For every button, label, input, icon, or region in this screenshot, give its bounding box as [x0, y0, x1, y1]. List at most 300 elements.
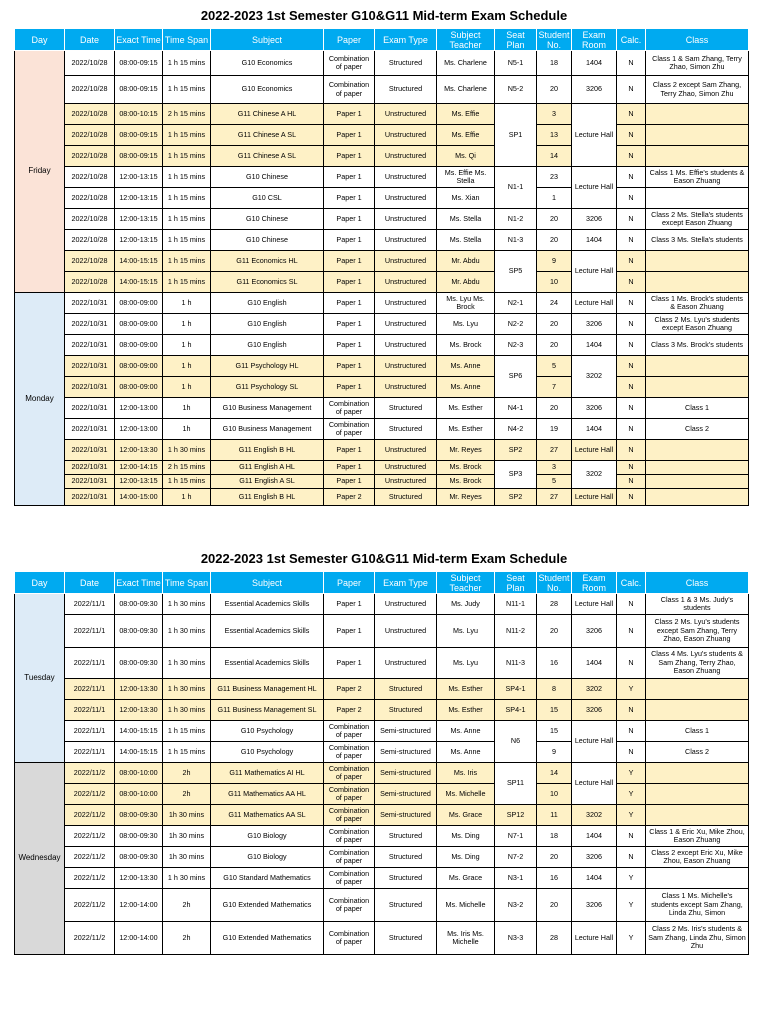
class-cell: [646, 868, 749, 889]
date-cell: 2022/10/28: [65, 230, 115, 251]
date-cell: 2022/11/2: [65, 784, 115, 805]
exam-room-cell: 1404: [572, 648, 617, 679]
span-cell: 1 h 30 mins: [163, 440, 211, 461]
table-row: [15, 293, 749, 314]
span-cell: 1 h: [163, 314, 211, 335]
date-cell: 2022/10/31: [65, 419, 115, 440]
type-cell: Structured: [375, 398, 437, 419]
subject-cell: G11 Mathematics AI HL: [211, 763, 324, 784]
schedule-table-1: [14, 28, 749, 506]
exam-room-cell: 3202: [572, 461, 617, 489]
seat-plan-cell: SP2: [495, 440, 537, 461]
table-row: [15, 489, 749, 506]
time-cell: 12:00-13:30: [115, 679, 163, 700]
student-no-cell: 15: [537, 700, 572, 721]
table-row: [15, 209, 749, 230]
subject-cell: G11 Chinese A SL: [211, 146, 324, 167]
student-no-cell: 14: [537, 763, 572, 784]
seat-plan-cell: N3-3: [495, 922, 537, 955]
class-cell: Class 2 except Sam Zhang, Terry Zhao, Simon Zhu: [646, 76, 749, 104]
table-row: [15, 146, 749, 167]
span-cell: 1 h 30 mins: [163, 594, 211, 615]
date-cell: 2022/10/31: [65, 461, 115, 475]
student-no-cell: 24: [537, 293, 572, 314]
teacher-cell: Ms. Lyu: [437, 615, 495, 648]
span-cell: 1 h 15 mins: [163, 742, 211, 763]
paper-cell: Paper 1: [324, 335, 375, 356]
seat-plan-cell: N2-1: [495, 293, 537, 314]
subject-cell: G10 Chinese: [211, 167, 324, 188]
class-cell: [646, 784, 749, 805]
class-cell: [646, 700, 749, 721]
subject-cell: G10 Psychology: [211, 742, 324, 763]
column-header: Paper: [324, 572, 375, 594]
seat-plan-cell: N1-1: [495, 167, 537, 209]
type-cell: Structured: [375, 847, 437, 868]
date-cell: 2022/11/2: [65, 868, 115, 889]
teacher-cell: Ms. Lyu Ms. Brock: [437, 293, 495, 314]
day-cell: Friday: [15, 51, 65, 293]
span-cell: 1 h 15 mins: [163, 721, 211, 742]
type-cell: Structured: [375, 419, 437, 440]
exam-room-cell: Lecture Hall: [572, 440, 617, 461]
type-cell: Structured: [375, 868, 437, 889]
calc-cell: N: [617, 419, 646, 440]
span-cell: 2 h 15 mins: [163, 104, 211, 125]
teacher-cell: Ms. Anne: [437, 721, 495, 742]
column-header: Seat Plan: [495, 29, 537, 51]
date-cell: 2022/10/28: [65, 209, 115, 230]
date-cell: 2022/10/28: [65, 51, 115, 76]
date-cell: 2022/10/31: [65, 314, 115, 335]
time-cell: 08:00-09:15: [115, 125, 163, 146]
date-cell: 2022/11/1: [65, 648, 115, 679]
teacher-cell: Ms. Brock: [437, 461, 495, 475]
paper-cell: Paper 1: [324, 125, 375, 146]
student-no-cell: 19: [537, 419, 572, 440]
exam-room-cell: 1404: [572, 826, 617, 847]
date-cell: 2022/11/2: [65, 847, 115, 868]
student-no-cell: 27: [537, 489, 572, 506]
schedule-title-1: 2022-2023 1st Semester G10&G11 Mid-term Exam Schedule: [200, 8, 568, 23]
paper-cell: Combination of paper: [324, 763, 375, 784]
date-cell: 2022/10/31: [65, 489, 115, 506]
seat-plan-cell: N11-1: [495, 594, 537, 615]
date-cell: 2022/10/28: [65, 146, 115, 167]
teacher-cell: Ms. Esther: [437, 700, 495, 721]
table-row: [15, 272, 749, 293]
paper-cell: Paper 1: [324, 251, 375, 272]
class-cell: [646, 440, 749, 461]
table-row: [15, 419, 749, 440]
time-cell: 08:00-09:15: [115, 146, 163, 167]
subject-cell: G10 Economics: [211, 76, 324, 104]
span-cell: 1 h 15 mins: [163, 209, 211, 230]
date-cell: 2022/11/2: [65, 889, 115, 922]
type-cell: Structured: [375, 889, 437, 922]
type-cell: Unstructured: [375, 209, 437, 230]
exam-room-cell: 3206: [572, 700, 617, 721]
span-cell: 1 h 15 mins: [163, 167, 211, 188]
subject-cell: G10 Economics: [211, 51, 324, 76]
table-row: [15, 868, 749, 889]
paper-cell: Paper 1: [324, 209, 375, 230]
exam-room-cell: Lecture Hall: [572, 489, 617, 506]
class-cell: [646, 489, 749, 506]
paper-cell: Paper 1: [324, 167, 375, 188]
type-cell: Unstructured: [375, 104, 437, 125]
date-cell: 2022/11/1: [65, 721, 115, 742]
subject-cell: G10 Business Management: [211, 419, 324, 440]
seat-plan-cell: N11-3: [495, 648, 537, 679]
subject-cell: G11 Economics SL: [211, 272, 324, 293]
day-cell: Tuesday: [15, 594, 65, 763]
exam-room-cell: 1404: [572, 335, 617, 356]
seat-plan-cell: N1-2: [495, 209, 537, 230]
span-cell: 1 h 30 mins: [163, 648, 211, 679]
exam-room-cell: Lecture Hall: [572, 104, 617, 167]
type-cell: Structured: [375, 76, 437, 104]
time-cell: 12:00-13:15: [115, 188, 163, 209]
subject-cell: G10 Extended Mathematics: [211, 889, 324, 922]
student-no-cell: 18: [537, 51, 572, 76]
class-cell: Class 1 & Sam Zhang, Terry Zhao, Simon Zhu: [646, 51, 749, 76]
exam-room-cell: Lecture Hall: [572, 251, 617, 293]
student-no-cell: 3: [537, 461, 572, 475]
calc-cell: N: [617, 377, 646, 398]
column-header: Exam Room: [572, 29, 617, 51]
student-no-cell: 18: [537, 826, 572, 847]
paper-cell: Paper 1: [324, 188, 375, 209]
time-cell: 12:00-13:15: [115, 230, 163, 251]
exam-room-cell: 3202: [572, 356, 617, 398]
paper-cell: Paper 1: [324, 615, 375, 648]
time-cell: 14:00-15:15: [115, 272, 163, 293]
student-no-cell: 20: [537, 847, 572, 868]
seat-plan-cell: N3-1: [495, 868, 537, 889]
class-cell: [646, 377, 749, 398]
teacher-cell: Ms. Xian: [437, 188, 495, 209]
class-cell: Class 2: [646, 742, 749, 763]
student-no-cell: 8: [537, 679, 572, 700]
paper-cell: Paper 1: [324, 293, 375, 314]
type-cell: Structured: [375, 826, 437, 847]
table-row: [15, 805, 749, 826]
column-header: Paper: [324, 29, 375, 51]
class-cell: Class 2 Ms. Lyu's students except Sam Zhang, Terry Zhao, Eason Zhuang: [646, 615, 749, 648]
subject-cell: G10 Chinese: [211, 230, 324, 251]
type-cell: Structured: [375, 700, 437, 721]
teacher-cell: Ms. Anne: [437, 742, 495, 763]
type-cell: Unstructured: [375, 167, 437, 188]
date-cell: 2022/10/31: [65, 335, 115, 356]
paper-cell: Paper 1: [324, 648, 375, 679]
type-cell: Semi-structured: [375, 805, 437, 826]
exam-room-cell: 1404: [572, 419, 617, 440]
column-header: Time Span: [163, 572, 211, 594]
class-cell: [646, 763, 749, 784]
column-header: Subject Teacher: [437, 29, 495, 51]
student-no-cell: 9: [537, 742, 572, 763]
date-cell: 2022/10/31: [65, 398, 115, 419]
student-no-cell: 5: [537, 475, 572, 489]
subject-cell: G11 Chinese A HL: [211, 104, 324, 125]
student-no-cell: 10: [537, 272, 572, 293]
class-cell: [646, 146, 749, 167]
seat-plan-cell: N4-1: [495, 398, 537, 419]
span-cell: 1 h 15 mins: [163, 230, 211, 251]
time-cell: 08:00-09:15: [115, 51, 163, 76]
paper-cell: Combination of paper: [324, 847, 375, 868]
time-cell: 08:00-09:15: [115, 76, 163, 104]
table-row: [15, 398, 749, 419]
paper-cell: Paper 1: [324, 104, 375, 125]
exam-room-cell: Lecture Hall: [572, 293, 617, 314]
student-no-cell: 1: [537, 188, 572, 209]
table-row: [15, 356, 749, 377]
calc-cell: N: [617, 272, 646, 293]
seat-plan-cell: N2-3: [495, 335, 537, 356]
student-no-cell: 20: [537, 230, 572, 251]
calc-cell: N: [617, 104, 646, 125]
type-cell: Unstructured: [375, 440, 437, 461]
student-no-cell: 16: [537, 868, 572, 889]
column-header: Exact Time: [115, 572, 163, 594]
paper-cell: Combination of paper: [324, 419, 375, 440]
time-cell: 08:00-10:00: [115, 784, 163, 805]
exam-room-cell: 1404: [572, 230, 617, 251]
column-header: Subject Teacher: [437, 572, 495, 594]
time-cell: 14:00-15:15: [115, 742, 163, 763]
student-no-cell: 10: [537, 784, 572, 805]
subject-cell: G11 English A HL: [211, 461, 324, 475]
student-no-cell: 28: [537, 922, 572, 955]
time-cell: 12:00-13:15: [115, 167, 163, 188]
subject-cell: Essential Academics Skills: [211, 594, 324, 615]
calc-cell: N: [617, 356, 646, 377]
student-no-cell: 13: [537, 125, 572, 146]
time-cell: 08:00-10:00: [115, 763, 163, 784]
span-cell: 2 h 15 mins: [163, 461, 211, 475]
paper-cell: Combination of paper: [324, 922, 375, 955]
type-cell: Semi-structured: [375, 721, 437, 742]
seat-plan-cell: N6: [495, 721, 537, 763]
teacher-cell: Ms. Lyu: [437, 314, 495, 335]
student-no-cell: 16: [537, 648, 572, 679]
type-cell: Unstructured: [375, 356, 437, 377]
time-cell: 08:00-09:00: [115, 377, 163, 398]
time-cell: 12:00-14:00: [115, 889, 163, 922]
class-cell: [646, 272, 749, 293]
date-cell: 2022/10/28: [65, 125, 115, 146]
calc-cell: N: [617, 230, 646, 251]
student-no-cell: 20: [537, 335, 572, 356]
student-no-cell: 5: [537, 356, 572, 377]
span-cell: 2h: [163, 889, 211, 922]
span-cell: 1 h 15 mins: [163, 475, 211, 489]
exam-room-cell: 3206: [572, 76, 617, 104]
student-no-cell: 9: [537, 251, 572, 272]
seat-plan-cell: SP11: [495, 763, 537, 805]
teacher-cell: Ms. Michelle: [437, 889, 495, 922]
calc-cell: N: [617, 461, 646, 475]
paper-cell: Combination of paper: [324, 889, 375, 922]
schedule-title-2: 2022-2023 1st Semester G10&G11 Mid-term Exam Schedule: [200, 551, 568, 566]
teacher-cell: Ms. Ding: [437, 826, 495, 847]
table-row: [15, 104, 749, 125]
paper-cell: Combination of paper: [324, 826, 375, 847]
paper-cell: Paper 1: [324, 230, 375, 251]
teacher-cell: Ms. Charlene: [437, 76, 495, 104]
paper-cell: Paper 2: [324, 700, 375, 721]
class-cell: [646, 475, 749, 489]
paper-cell: Combination of paper: [324, 398, 375, 419]
exam-room-cell: Lecture Hall: [572, 594, 617, 615]
seat-plan-cell: N1-3: [495, 230, 537, 251]
seat-plan-cell: N7-2: [495, 847, 537, 868]
time-cell: 08:00-09:30: [115, 648, 163, 679]
calc-cell: N: [617, 125, 646, 146]
column-header: Day: [15, 572, 65, 594]
time-cell: 08:00-09:30: [115, 615, 163, 648]
table-row: [15, 76, 749, 104]
calc-cell: Y: [617, 679, 646, 700]
paper-cell: Paper 2: [324, 489, 375, 506]
paper-cell: Paper 2: [324, 679, 375, 700]
time-cell: 12:00-14:00: [115, 922, 163, 955]
calc-cell: Y: [617, 784, 646, 805]
student-no-cell: 20: [537, 615, 572, 648]
time-cell: 08:00-09:00: [115, 293, 163, 314]
teacher-cell: Ms. Esther: [437, 398, 495, 419]
calc-cell: N: [617, 188, 646, 209]
time-cell: 14:00-15:15: [115, 251, 163, 272]
type-cell: Structured: [375, 922, 437, 955]
table-row: [15, 763, 749, 784]
calc-cell: N: [617, 335, 646, 356]
span-cell: 1 h: [163, 356, 211, 377]
table-row: [15, 125, 749, 146]
paper-cell: Paper 1: [324, 440, 375, 461]
student-no-cell: 20: [537, 76, 572, 104]
date-cell: 2022/11/2: [65, 805, 115, 826]
paper-cell: Combination of paper: [324, 742, 375, 763]
student-no-cell: 15: [537, 721, 572, 742]
span-cell: 1 h: [163, 489, 211, 506]
span-cell: 1h: [163, 398, 211, 419]
teacher-cell: Ms. Lyu: [437, 648, 495, 679]
calc-cell: N: [617, 51, 646, 76]
calc-cell: N: [617, 742, 646, 763]
table-row: [15, 847, 749, 868]
calc-cell: N: [617, 167, 646, 188]
teacher-cell: Ms. Ding: [437, 847, 495, 868]
seat-plan-cell: N7-1: [495, 826, 537, 847]
teacher-cell: Ms. Effie: [437, 125, 495, 146]
subject-cell: G11 Psychology SL: [211, 377, 324, 398]
type-cell: Structured: [375, 51, 437, 76]
calc-cell: N: [617, 146, 646, 167]
exam-room-cell: 1404: [572, 868, 617, 889]
column-header: Subject: [211, 572, 324, 594]
teacher-cell: Ms. Iris: [437, 763, 495, 784]
date-cell: 2022/11/1: [65, 679, 115, 700]
teacher-cell: Ms. Effie: [437, 104, 495, 125]
time-cell: 12:00-13:30: [115, 868, 163, 889]
table-row: [15, 230, 749, 251]
calc-cell: Y: [617, 889, 646, 922]
header-row: [15, 572, 749, 594]
student-no-cell: 20: [537, 209, 572, 230]
class-cell: [646, 461, 749, 475]
subject-cell: G10 Biology: [211, 847, 324, 868]
teacher-cell: Mr. Abdu: [437, 272, 495, 293]
subject-cell: G10 Business Management: [211, 398, 324, 419]
teacher-cell: Ms. Grace: [437, 868, 495, 889]
teacher-cell: Ms. Brock: [437, 475, 495, 489]
seat-plan-cell: SP5: [495, 251, 537, 293]
student-no-cell: 27: [537, 440, 572, 461]
class-cell: [646, 679, 749, 700]
teacher-cell: Ms. Judy: [437, 594, 495, 615]
exam-room-cell: 3206: [572, 398, 617, 419]
date-cell: 2022/11/1: [65, 615, 115, 648]
class-cell: [646, 104, 749, 125]
subject-cell: G10 English: [211, 293, 324, 314]
table-row: [15, 335, 749, 356]
student-no-cell: 28: [537, 594, 572, 615]
seat-plan-cell: SP12: [495, 805, 537, 826]
student-no-cell: 7: [537, 377, 572, 398]
span-cell: 1 h: [163, 335, 211, 356]
column-header: Exact Time: [115, 29, 163, 51]
student-no-cell: 11: [537, 805, 572, 826]
class-cell: Class 1: [646, 398, 749, 419]
type-cell: Semi-structured: [375, 784, 437, 805]
subject-cell: G11 Business Management HL: [211, 679, 324, 700]
span-cell: 1 h: [163, 377, 211, 398]
time-cell: 14:00-15:15: [115, 721, 163, 742]
table-row: [15, 377, 749, 398]
subject-cell: G11 Mathematics AA HL: [211, 784, 324, 805]
time-cell: 08:00-09:00: [115, 335, 163, 356]
teacher-cell: Mr. Reyes: [437, 440, 495, 461]
span-cell: 1 h 30 mins: [163, 615, 211, 648]
header-row: [15, 29, 749, 51]
paper-cell: Paper 1: [324, 475, 375, 489]
calc-cell: N: [617, 440, 646, 461]
span-cell: 1 h 15 mins: [163, 272, 211, 293]
type-cell: Unstructured: [375, 314, 437, 335]
teacher-cell: Ms. Stella: [437, 209, 495, 230]
span-cell: 1 h 15 mins: [163, 76, 211, 104]
time-cell: 08:00-10:15: [115, 104, 163, 125]
teacher-cell: Ms. Esther: [437, 679, 495, 700]
time-cell: 08:00-09:00: [115, 314, 163, 335]
span-cell: 1h 30 mins: [163, 826, 211, 847]
time-cell: 12:00-13:00: [115, 398, 163, 419]
column-header: Day: [15, 29, 65, 51]
time-cell: 08:00-09:30: [115, 826, 163, 847]
span-cell: 1 h 15 mins: [163, 251, 211, 272]
span-cell: 2h: [163, 922, 211, 955]
calc-cell: N: [617, 648, 646, 679]
class-cell: [646, 356, 749, 377]
span-cell: 1 h 30 mins: [163, 868, 211, 889]
calc-cell: N: [617, 700, 646, 721]
class-cell: Class 1 Ms. Michelle's students except Sam Zhang, Linda Zhu, Simon: [646, 889, 749, 922]
table-row: [15, 700, 749, 721]
